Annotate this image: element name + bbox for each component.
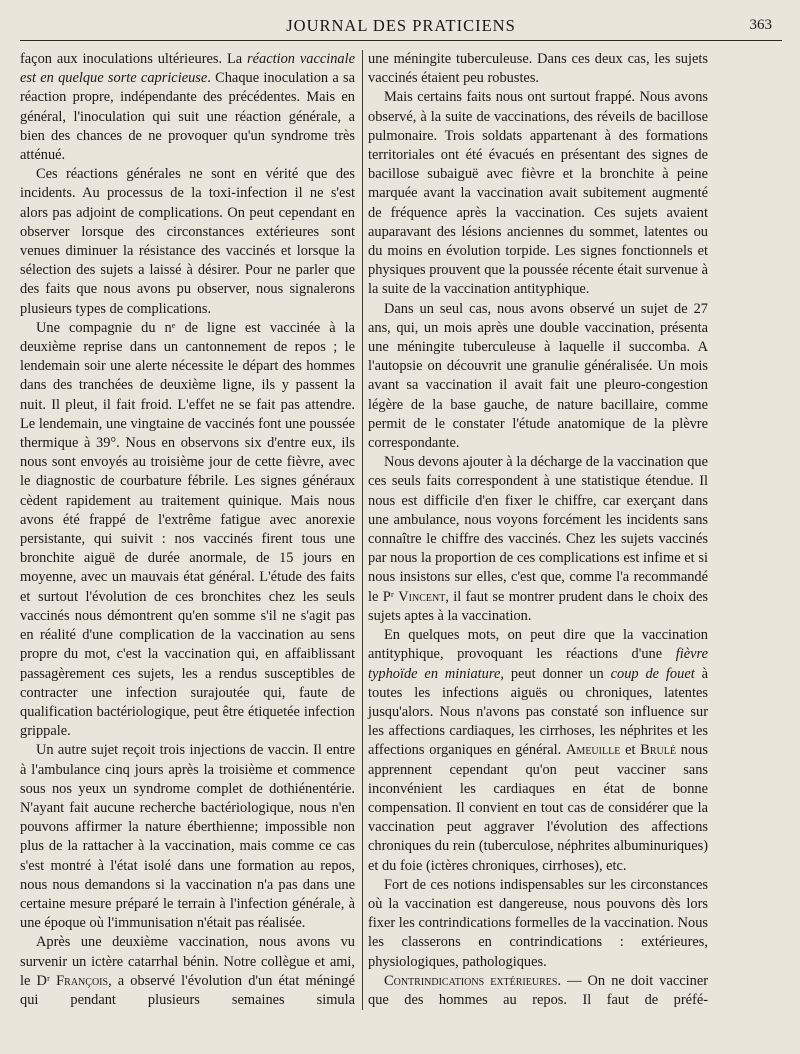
author-name: Brulé	[640, 742, 676, 759]
author-name: Ameuille	[566, 742, 621, 759]
text-run: , peut donner un	[500, 665, 611, 682]
text-run: En quelques mots, on peut dire que la vaccination antityphique, provoquant les réactions d'une	[368, 627, 708, 663]
italic-text: fièvre typhoïde en miniature	[368, 646, 708, 682]
paragraph: Mais certains faits nous ont surtout frappé. Nous avons observé, à la suite de vaccinations, des réveils de bacillose pulmonaire. Trois soldats appartenant à des formations territoriales ont été évacués en présentant des signes de bacillose subaiguë avec fièvre et la bronchite à peine marquée avant la vaccination avait subitement augmenté de fréquence après la vaccination. Ces sujets avaient auparavant des lésions anciennes du sommet, latentes ou du moins en évolution torpide. Les signes fonctionnels et physiques prouvent que la poussée récente était survenue à la suite de la vaccination antityphique.	[368, 89, 708, 298]
page-header	[20, 10, 782, 41]
two-column-body	[20, 50, 782, 1050]
italic-text: coup de fouet	[610, 665, 695, 682]
text-run: à toutes les infections aiguës ou chroniques, latentes jusqu'alors. Nous n'avons pas constaté son influence sur les affections cardiaques, les cirrhoses, les néphrites et les affections organiques en général.	[368, 665, 708, 759]
text-run: Nous devons ajouter à la décharge de la vaccination que ces seuls faits correspondent à une statistique étendue. Il nous est difficile d'en fixer le chiffre, car exerçant dans une ambulance, nous voyons forcément les incidents sans connaître le chiffre des vaccinés. Chez les sujets vaccinés par nous la proportion de ces complications est infime et si nous insistons sur elles, c'est que, comme l'a recommandé le Pʳ	[368, 454, 708, 605]
section-heading: Contrindications extérieures	[384, 972, 558, 989]
column-divider	[362, 50, 363, 1010]
section-paragraph	[368, 972, 708, 1010]
text-run: Après une deuxième vaccination, nous avons vu survenir un ictère catarrhal bénin. Notre collègue et ami, le Dʳ	[20, 934, 355, 989]
paragraph: Une compagnie du nᵉ de ligne est vaccinée à la deuxième reprise dans un cantonnement de repos ; le lendemain soir une alerte nécessite le départ des hommes dans des tranchées de deuxième ligne, ils y passent la nuit. Il pleut, il fait froid. L'effet ne se fait pas attendre. Le lendemain, une vingtaine de vaccinés font une poussée thermique à 39°. Nous en observons six d'entre eux, ils nous sont envoyés au troisième jour de cette fièvre, avec le diagnostic de courbature fébrile. Les signes généraux cèdent rapidement au traitement quinique. Mais nous avons été frappé de l'extrême fatigue avec anorexie persistante, qui suivit : nos vaccinés firent tous une bronchite aiguë de durée anormale, de 15 jours en moyenne, avec un mauvais état général. L'étude des faits et surtout l'évolution de ces bronchites chez les seuls vaccinés nous démontrent qu'en somme s'il ne s'agit pas en réalité d'une complication de la vaccination au sens propre du mot, c'est la vaccination qui, en affaiblissant passagèrement ces sujets, les a rendus susceptibles de contracter une infection surajoutée qui, faute de qualification bactériologique, peut être étiquetée infection grippale.	[20, 319, 355, 740]
text-run: façon aux inoculations ultérieures. La	[20, 51, 248, 67]
text-run: , a observé l'évolution d'un état méningé qui pendant plusieurs semaines simula	[20, 972, 355, 1008]
right-column	[368, 50, 708, 1010]
italic-text: réaction vaccinale est en quelque sorte capricieuse	[20, 51, 356, 87]
author-name: Vincent	[398, 588, 446, 605]
paragraph: Dans un seul cas, nous avons observé un sujet de 27 ans, qui, un mois après une double vaccination, présenta une méningite tuberculeuse à laquelle il succomba. A l'autopsie on découvrit une granulie généralisée. Un mois avant sa vaccination il avait fait une pleuro-congestion légère de la base gauche, de nature bacillaire, comme permit de le constater l'étude anatomique de la plèvre correspondante.	[368, 300, 708, 452]
paragraph: une méningite tuberculeuse. Dans ces deux cas, les sujets vaccinés étaient peu robustes.	[368, 51, 708, 87]
paragraph	[20, 933, 355, 1010]
text-run: . — On ne doit vacciner que des hommes au repos. Il faut de préfé-	[368, 972, 709, 1008]
running-head: JOURNAL DES PRATICIENS	[286, 16, 516, 35]
author-name: François	[56, 972, 109, 989]
text-run: . Chaque inoculation a sa réaction propre, indépendante des précédentes. Mais en général, l'inoculation qui suit une réaction générale, a bien des chances de ne provoquer qu'un syndrome très atténué.	[20, 70, 355, 164]
paragraph	[368, 453, 708, 626]
text-run: nous apprennent cependant qu'on peut vacciner sans inconvénient les cardiaques en état de bonne compensation. Il convient en tout cas de considérer que la vaccination peut aggraver l'évolution des affections chroniques du rein (tuberculose, néphrites albuminuriques) et du foie (ictères chroniques, cirrhoses), etc.	[368, 742, 708, 874]
text-run: , il faut se montrer prudent dans le choix des sujets aptes à la vaccination.	[368, 588, 708, 624]
left-column	[20, 50, 355, 1010]
paragraph	[368, 626, 708, 876]
text-run: et	[620, 742, 641, 759]
paragraph: Un autre sujet reçoit trois injections de vaccin. Il entre à l'ambulance cinq jours après la troisième et commence sous nos yeux un syndrome complet de dothiénentérie. N'ayant fait aucune recherche bactériologique, nous n'en pouvons affirmer la nature éberthienne; impossible non plus de la rattacher à la vaccination, mais comme ce cas s'est montré à l'état isolé dans une formation au repos, nous nous demandons si la vaccination n'a pas dans une certaine mesure préparé le terrain à l'infection générale, à une époque où l'immunisation n'était pas réalisée.	[20, 742, 355, 932]
page-number: 363	[749, 17, 772, 33]
paragraph: Ces réactions générales ne sont en vérité que des incidents. Au processus de la toxi-infection il ne s'est alors pas adjoint de complications. On peut cependant en observer lorsque des circonstances extérieures sont venues diminuer la résistance des vaccinés et lorsque la sélection des sujets a laissé à désirer. Pour ne parler que des faits que nous avons pu observer, nous signalerons plusieurs types de complications.	[20, 166, 355, 317]
paragraph	[20, 50, 355, 165]
paragraph: Fort de ces notions indispensables sur les circonstances où la vaccination est dangereuse, nous pouvons dès lors fixer les contrindications formelles de la vaccination. Nous les classerons en contrindications : extérieures, physiologiques, pathologiques.	[368, 876, 708, 970]
